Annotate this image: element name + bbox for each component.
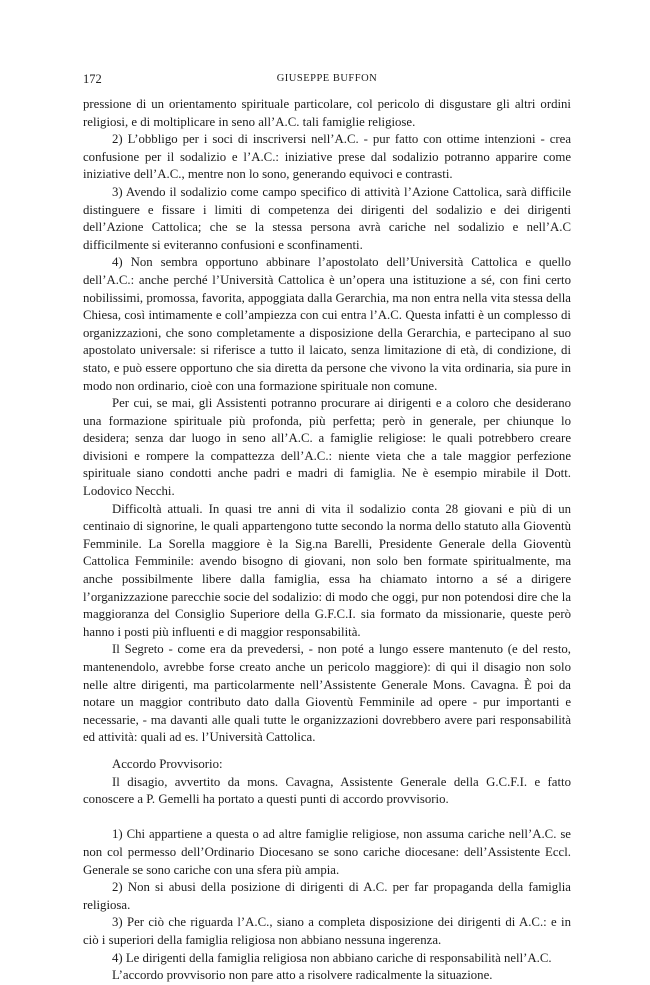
paragraph: L’accordo provvisorio non pare atto a risolvere radicalmente la situazione.: [112, 968, 493, 983]
page-header: [83, 72, 571, 88]
accord-point: 3) Per ciò che riguarda l’A.C., siano a completa disposizione dei dirigenti di A.C.: e in ciò i superiori della famiglia religiosa non abbiano nessuna ingerenza.: [83, 915, 571, 947]
paragraph: 2) L’obbligo per i soci di inscriversi nell’A.C. - pur fatto con ottime intenzioni - crea confusione per il sodalizio e l’A.C.: iniziative prese dal sodalizio potranno apparire come iniziative dell’A.C., mentre non lo sono, generando equivoci e contrasti.: [83, 132, 571, 182]
accord-point: 4) Le dirigenti della famiglia religiosa non abbiano cariche di responsabilità nell’A.C.: [112, 950, 552, 965]
paragraph: pressione di un orientamento spirituale particolare, col pericolo di disgustare gli altri ordini religiosi, e di moltiplicare in seno all’A.C. tali famiglie religiose.: [83, 97, 571, 129]
body-text: [83, 96, 571, 985]
paragraph: 3) Avendo il sodalizio come campo specifico di attività l’Azione Cattolica, sarà difficile distinguere e fissare i limiti di competenza dei dirigenti del sodalizio e dei dirigenti dell’Azione Cattolica; che se la stessa persona avrà cariche nel sodalizio e nell’A.C difficilmente si eviteranno confusioni e sconfinamenti.: [83, 184, 571, 252]
paragraph: Il disagio, avvertito da mons. Cavagna, Assistente Generale della G.C.F.I. e fatto conoscere a P. Gemelli ha portato a questi punti di accordo provvisorio.: [83, 774, 571, 807]
accord-point: 2) Non si abusi della posizione di dirigenti di A.C. per far propaganda della famiglia religiosa.: [83, 880, 571, 912]
paragraph: Per cui, se mai, gli Assistenti potranno procurare ai dirigenti e a coloro che desiderano una formazione spirituale più profonda, più perfetta; però in generale, per chiunque lo desidera; senza dar luogo in seno all’A.C. a famiglie religiose: le quali potrebbero creare divisioni e rompere la compattezza dell’A.C.: niente vieta che a tale maggior perfezione spirituale siano condotti anche padri e madri di famiglia. Ne è esempio mirabile il Dott. Lodovico Necchi.: [83, 396, 571, 499]
section-heading: Accordo Provvisorio:: [112, 756, 223, 771]
spacer: [83, 809, 571, 827]
accord-point: 1) Chi appartiene a questa o ad altre famiglie religiose, non assuma cariche nell’A.C. se non col permesso dell’Ordinario Diocesano se sono cariche diocesane: dell’Assistente Eccl. Generale se sono cariche con una sfera più ampia.: [83, 827, 571, 877]
paragraph: Difficoltà attuali. In quasi tre anni di vita il sodalizio conta 28 giovani e più di un centinaio di signorine, le quali appartengono tutte secondo la norma dello statuto alla Gioventù Femminile. La Sorella maggiore è la Sig.na Barelli, Presidente Generale della Gioventù Cattolica Femminile: avendo bisogno di giovani, non solo ben formate spiritualmente, ma anche possibilmente libere dalla famiglia, essa ha chiamato intorno a sé a dirigere l’organizzazione parecchie socie del sodalizio: di modo che oggi, pur non potendosi dire che la maggioranza del Consiglio Superiore della G.F.C.I. sia formato da missionarie, queste però hanno i posti più influenti e di maggior responsabilità.: [83, 501, 571, 639]
paragraph: 4) Non sembra opportuno abbinare l’apostolato dell’Università Cattolica e quello dell’A.C.: anche perché l’Università Cattolica è un’opera una istituzione a sé, con fini certo nobilissimi, promossa, favorita, appoggiata dalla Gerarchia, ma non entra nella vita stessa della Chiesa, così intimamente e coll’ampiezza con cui entra l’A.C. Questa infatti è un complesso di organizzazioni, che sono completamente a disposizione della Gerarchia, e partecipano al suo apostolato universale: si riferisce a tutto il laicato, senza limitazione di età, di condizione, di stato, e può essere opportuno che sia diretta da persone che vivono la vita ordinaria, sia pure in modo non ordinario, cioè con una formazione spirituale non comune.: [83, 255, 571, 393]
paragraph: Il Segreto - come era da prevedersi, - non poté a lungo essere mantenuto (e del resto, mantenendolo, avrebbe forse creato anche un pericolo maggiore): di qui il disagio non solo nelle altre dirigenti, ma particolarmente nell’Assistente Generale Mons. Cavagna. È poi da notare un maggior contributo dato dalla Gioventù Femminile ad opere - pur importanti e necessarie, - ma davanti alle quali tutte le organizzazioni dovrebbero avere pari responsabilità ed attività: quali ad es. l’Università Cattolica.: [83, 642, 571, 745]
running-head: GIUSEPPE BUFFON: [276, 73, 378, 84]
spacer: [83, 747, 571, 756]
page-number: 172: [83, 72, 102, 86]
